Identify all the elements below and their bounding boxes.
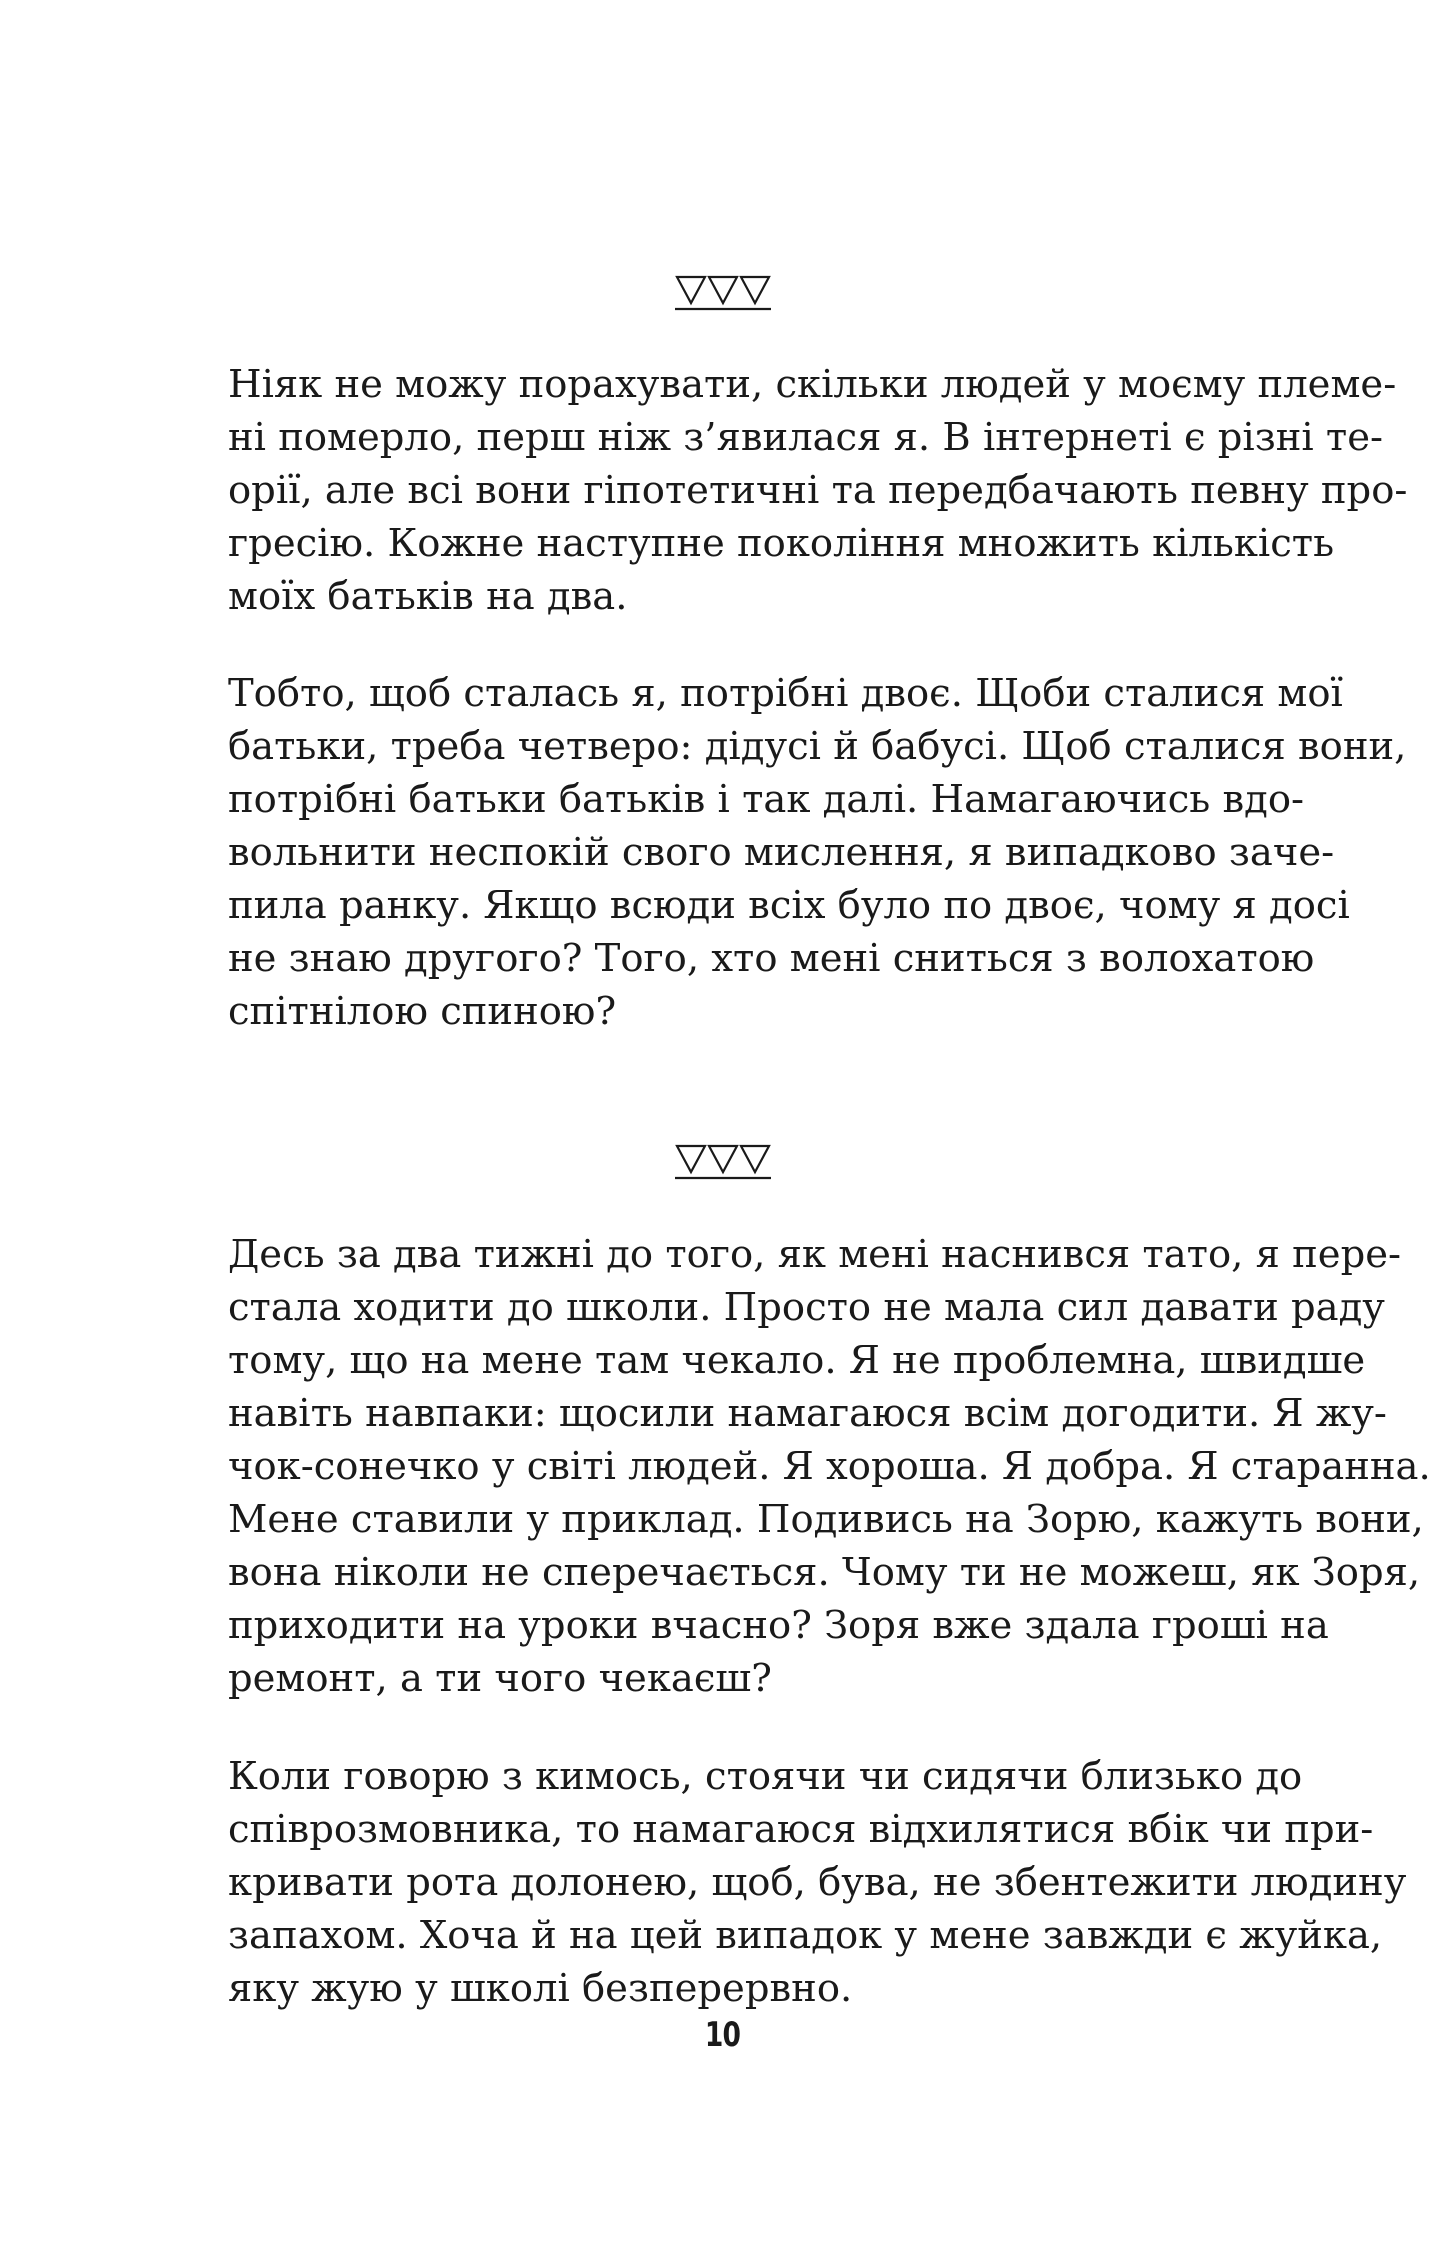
text-line: потрібні батьки батьків і так далі. Намагаючись вдо- bbox=[228, 777, 1305, 822]
text-line: вольнити неспокій свого мислення, я випадково заче- bbox=[228, 830, 1335, 875]
text-line: спітнілою спиною? bbox=[228, 989, 617, 1034]
text-line: вона ніколи не сперечається. Чому ти не можеш, як Зоря, bbox=[228, 1550, 1421, 1595]
text-line: ремонт, а ти чого чекаєш? bbox=[228, 1656, 772, 1701]
text-line: ні померло, перш ніж з’явилася я. В інтернеті є різні те- bbox=[228, 415, 1383, 460]
text-line: чок-сонечко у світі людей. Я хороша. Я добра. Я старанна. bbox=[228, 1444, 1431, 1489]
paragraph-3 bbox=[228, 1228, 1431, 1705]
triple-triangle-ornament-icon bbox=[673, 271, 773, 313]
paragraph-2 bbox=[228, 667, 1407, 1038]
text-line: батьки, треба четверо: дідусі й бабусі. Щоб сталися вони, bbox=[228, 724, 1407, 769]
text-line: яку жую у школі безперервно. bbox=[228, 1966, 853, 2011]
text-line: Ніяк не можу порахувати, скільки людей у моєму племе- bbox=[228, 362, 1397, 407]
text-line: орії, але всі вони гіпотетичні та передбачають певну про- bbox=[228, 468, 1408, 513]
paragraph-4 bbox=[228, 1750, 1407, 2015]
text-line: тому, що на мене там чекало. Я не проблемна, швидше bbox=[228, 1338, 1366, 1383]
section-separator-top bbox=[0, 271, 1445, 313]
text-line: не знаю другого? Того, хто мені сниться з волохатою bbox=[228, 936, 1315, 981]
text-line: співрозмовника, то намагаюся відхилятися вбік чи при- bbox=[228, 1807, 1374, 1852]
triple-triangle-ornament-icon bbox=[673, 1140, 773, 1182]
text-line: Мене ставили у приклад. Подивись на Зорю, кажуть вони, bbox=[228, 1497, 1424, 1542]
text-line: Коли говорю з кимось, стоячи чи сидячи близько до bbox=[228, 1754, 1303, 1799]
text-line: Тобто, щоб сталась я, потрібні двоє. Щоби сталися мої bbox=[228, 671, 1343, 716]
text-line: запахом. Хоча й на цей випадок у мене завжди є жуйка, bbox=[228, 1913, 1383, 1958]
text-line: моїх батьків на два. bbox=[228, 574, 628, 619]
text-line: кривати рота долонею, щоб, бува, не збентежити людину bbox=[228, 1860, 1407, 1905]
page-number: 10 bbox=[704, 2015, 741, 2055]
text-line: Десь за два тижні до того, як мені наснився тато, я пере- bbox=[228, 1232, 1402, 1277]
text-line: приходити на уроки вчасно? Зоря вже здала гроші на bbox=[228, 1603, 1329, 1648]
text-line: стала ходити до школи. Просто не мала сил давати раду bbox=[228, 1285, 1385, 1330]
text-line: гресію. Кожне наступне покоління множить кількість bbox=[228, 521, 1335, 566]
section-separator-middle bbox=[0, 1140, 1445, 1182]
text-line: навіть навпаки: щосили намагаюся всім догодити. Я жу- bbox=[228, 1391, 1387, 1436]
text-line: пила ранку. Якщо всюди всіх було по двоє, чому я досі bbox=[228, 883, 1350, 928]
paragraph-1 bbox=[228, 358, 1408, 623]
